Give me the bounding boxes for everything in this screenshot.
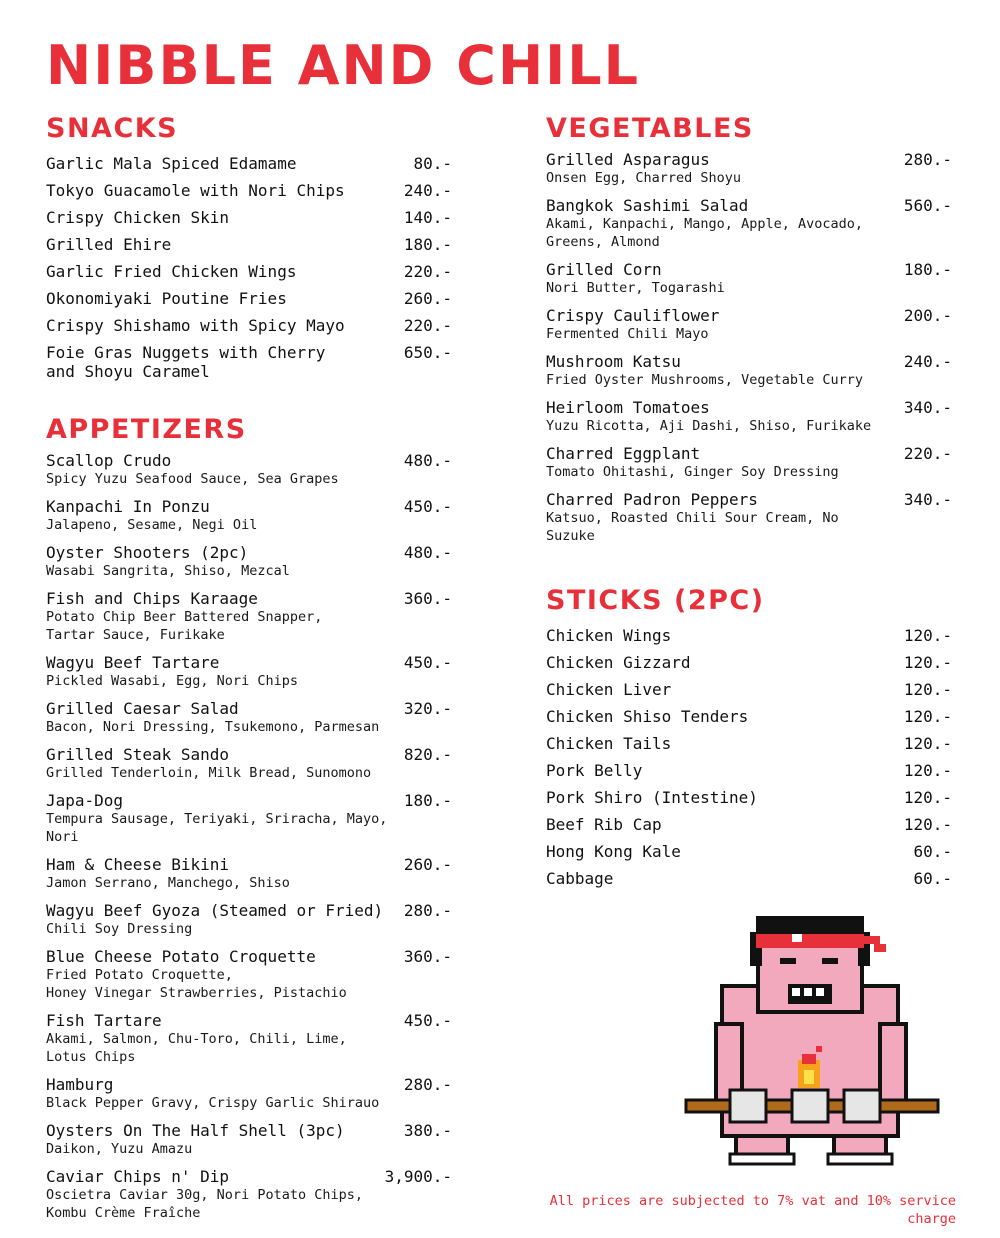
item-price: 200.- xyxy=(903,306,952,325)
item-name: Chicken Tails xyxy=(546,734,672,753)
item-name: Grilled Corn xyxy=(546,260,662,279)
menu-item xyxy=(46,855,456,892)
item-name: Charred Eggplant xyxy=(546,444,701,463)
item-price: 60.- xyxy=(913,842,952,861)
item-price: 450.- xyxy=(403,1011,452,1030)
item-name: Hamburg xyxy=(46,1075,114,1094)
menu-item xyxy=(546,649,956,676)
item-description: Tempura Sausage, Teriyaki, Sriracha, Mayo, Nori xyxy=(46,811,388,845)
item-name: Garlic Mala Spiced Edamame xyxy=(46,154,297,173)
menu-item xyxy=(546,398,956,435)
item-name: Grilled Ehire xyxy=(46,235,172,254)
item-name: Grilled Caesar Salad xyxy=(46,699,239,718)
item-name: Chicken Gizzard xyxy=(546,653,691,672)
item-price: 360.- xyxy=(403,947,452,966)
menu-item xyxy=(546,757,956,784)
menu-item xyxy=(46,543,456,580)
menu-item xyxy=(46,791,456,846)
snacks-section xyxy=(46,112,456,381)
menu-item xyxy=(46,1121,456,1158)
item-price: 260.- xyxy=(403,855,452,874)
section-title-appetizers: APPETIZERS xyxy=(46,414,247,445)
menu-item xyxy=(46,1011,456,1066)
item-name: Fish and Chips Karaage xyxy=(46,589,258,608)
item-name: Hong Kong Kale xyxy=(546,842,681,861)
menu-item xyxy=(46,901,456,938)
item-description: Fried Potato Croquette, xyxy=(46,967,233,983)
menu-item xyxy=(46,285,456,312)
item-name: Tokyo Guacamole with Nori Chips xyxy=(46,181,345,200)
item-name: Bangkok Sashimi Salad xyxy=(546,196,749,215)
menu-item xyxy=(46,1075,456,1112)
footer-note: All prices are subjected to 7% vat and 10% service charge xyxy=(549,1193,956,1227)
item-name: Wagyu Beef Tartare xyxy=(46,653,220,672)
item-description: Jamon Serrano, Manchego, Shiso xyxy=(46,875,290,891)
section-title-sticks: STICKS (2PC) xyxy=(546,585,765,616)
item-name: Grilled Asparagus xyxy=(546,150,710,169)
item-price: 340.- xyxy=(903,398,952,417)
item-price: 280.- xyxy=(903,150,952,169)
item-description: Chili Soy Dressing xyxy=(46,921,193,937)
menu-item xyxy=(46,589,456,644)
item-description: Akami, Salmon, Chu-Toro, Chili, Lime, Lotus Chips xyxy=(46,1031,347,1065)
menu-item xyxy=(546,784,956,811)
item-name: Charred Padron Peppers xyxy=(546,490,758,509)
item-description: Black Pepper Gravy, Crispy Garlic Shirauo xyxy=(46,1095,380,1111)
item-name: Chicken Wings xyxy=(546,626,672,645)
item-description: Fried Oyster Mushrooms, Vegetable Curry xyxy=(546,372,863,388)
item-description-line2: Tartar Sauce, Furikake xyxy=(46,627,225,643)
item-price: 820.- xyxy=(403,745,452,764)
item-price: 140.- xyxy=(403,208,452,227)
menu-item xyxy=(546,352,956,389)
item-price: 240.- xyxy=(403,181,452,200)
menu-item xyxy=(546,260,956,297)
item-name: Oysters On The Half Shell (3pc) xyxy=(46,1121,345,1140)
pixel-sumo-grill-icon xyxy=(684,914,940,1170)
item-description: Nori Butter, Togarashi xyxy=(546,280,725,296)
item-description: Potato Chip Beer Battered Snapper, xyxy=(46,609,323,625)
item-name: Crispy Chicken Skin xyxy=(46,208,230,227)
item-description: Katsuo, Roasted Chili Sour Cream, No Suzuke xyxy=(546,510,839,544)
menu-item xyxy=(546,306,956,343)
item-description: Wasabi Sangrita, Shiso, Mezcal xyxy=(46,563,290,579)
item-price: 560.- xyxy=(903,196,952,215)
item-price: 180.- xyxy=(403,791,452,810)
item-name: Kanpachi In Ponzu xyxy=(46,497,210,516)
item-price: 380.- xyxy=(403,1121,452,1140)
item-name: Scallop Crudo xyxy=(46,451,172,470)
menu-item xyxy=(46,204,456,231)
item-name: Mushroom Katsu xyxy=(546,352,681,371)
item-price: 450.- xyxy=(403,497,452,516)
item-price: 280.- xyxy=(403,901,452,920)
item-name: Caviar Chips n' Dip xyxy=(46,1167,230,1186)
item-name: Okonomiyaki Poutine Fries xyxy=(46,289,287,308)
section-title-snacks: SNACKS xyxy=(46,113,179,144)
item-price: 240.- xyxy=(903,352,952,371)
section-gap xyxy=(546,554,956,584)
item-price: 280.- xyxy=(403,1075,452,1094)
item-name: Garlic Fried Chicken Wings xyxy=(46,262,297,281)
item-name: Beef Rib Cap xyxy=(546,815,662,834)
menu-item xyxy=(546,444,956,481)
menu-item xyxy=(46,258,456,285)
menu-item xyxy=(46,653,456,690)
menu-item xyxy=(46,451,456,488)
section-gap xyxy=(46,381,456,413)
item-price: 3,900.- xyxy=(384,1167,452,1186)
menu-item xyxy=(546,676,956,703)
item-description: Tomato Ohitashi, Ginger Soy Dressing xyxy=(546,464,839,480)
item-price: 120.- xyxy=(903,707,952,726)
item-name: Pork Belly xyxy=(546,761,643,780)
item-price: 450.- xyxy=(403,653,452,672)
item-description: Grilled Tenderloin, Milk Bread, Sunomono xyxy=(46,765,372,781)
item-price: 80.- xyxy=(413,154,452,173)
item-price: 650.- xyxy=(403,343,452,362)
menu-item xyxy=(46,231,456,258)
menu-item xyxy=(46,699,456,736)
item-name: Foie Gras Nuggets with Cherry xyxy=(46,343,326,362)
item-price: 120.- xyxy=(903,653,952,672)
item-description: Bacon, Nori Dressing, Tsukemono, Parmesan xyxy=(46,719,380,735)
menu-item xyxy=(546,730,956,757)
item-price: 260.- xyxy=(403,289,452,308)
item-name: Cabbage xyxy=(546,869,614,888)
menu-item xyxy=(46,150,456,177)
menu-item xyxy=(546,703,956,730)
menu-item xyxy=(546,490,956,545)
item-name: Blue Cheese Potato Croquette xyxy=(46,947,316,966)
item-name: Crispy Shishamo with Spicy Mayo xyxy=(46,316,345,335)
item-price: 480.- xyxy=(403,543,452,562)
item-price: 120.- xyxy=(903,626,952,645)
sticks-section xyxy=(546,584,956,892)
item-price: 60.- xyxy=(913,869,952,888)
section-title-vegetables: VEGETABLES xyxy=(546,113,754,144)
item-description: Oscietra Caviar 30g, Nori Potato Chips, xyxy=(46,1187,363,1203)
item-name: Oyster Shooters (2pc) xyxy=(46,543,249,562)
item-name: Fish Tartare xyxy=(46,1011,162,1030)
menu-item xyxy=(46,312,456,339)
item-price: 220.- xyxy=(403,262,452,281)
item-description: Onsen Egg, Charred Shoyu xyxy=(546,170,742,186)
item-description: Akami, Kanpachi, Mango, Apple, Avocado, xyxy=(546,216,863,232)
item-name: Chicken Liver xyxy=(546,680,672,699)
item-description-line2: Honey Vinegar Strawberries, Pistachio xyxy=(46,985,347,1001)
item-description-line2: Kombu Crème Fraîche xyxy=(46,1205,201,1221)
item-price: 120.- xyxy=(903,788,952,807)
item-name: Japa-Dog xyxy=(46,791,124,810)
item-price: 340.- xyxy=(903,490,952,509)
menu-item xyxy=(46,947,456,1002)
menu-item xyxy=(46,177,456,204)
item-description: Pickled Wasabi, Egg, Nori Chips xyxy=(46,673,298,689)
item-price: 320.- xyxy=(403,699,452,718)
menu-item xyxy=(46,745,456,782)
menu-item xyxy=(546,622,956,649)
left-column xyxy=(46,112,456,1231)
item-name: Pork Shiro (Intestine) xyxy=(546,788,758,807)
item-description: Daikon, Yuzu Amazu xyxy=(46,1141,193,1157)
item-description-line2: Greens, Almond xyxy=(546,234,660,250)
item-name: Heirloom Tomatoes xyxy=(546,398,710,417)
appetizers-section xyxy=(46,413,456,1222)
menu-title: NIBBLE AND CHILL xyxy=(46,34,641,97)
item-price: 180.- xyxy=(903,260,952,279)
menu-item xyxy=(46,497,456,534)
menu-item xyxy=(546,865,956,892)
menu-item xyxy=(546,838,956,865)
item-price: 120.- xyxy=(903,680,952,699)
item-name-line2: and Shoyu Caramel xyxy=(46,362,210,381)
item-price: 120.- xyxy=(903,815,952,834)
item-price: 220.- xyxy=(903,444,952,463)
item-name: Chicken Shiso Tenders xyxy=(546,707,749,726)
item-price: 480.- xyxy=(403,451,452,470)
item-name: Grilled Steak Sando xyxy=(46,745,230,764)
menu-item xyxy=(46,339,456,381)
item-name: Crispy Cauliflower xyxy=(546,306,720,325)
menu-item xyxy=(46,1167,456,1222)
vegetables-section xyxy=(546,112,956,545)
item-name: Wagyu Beef Gyoza (Steamed or Fried) xyxy=(46,901,384,920)
item-price: 120.- xyxy=(903,761,952,780)
item-price: 360.- xyxy=(403,589,452,608)
menu-item xyxy=(546,150,956,187)
item-price: 220.- xyxy=(403,316,452,335)
item-description: Spicy Yuzu Seafood Sauce, Sea Grapes xyxy=(46,471,339,487)
item-name: Ham & Cheese Bikini xyxy=(46,855,230,874)
right-column xyxy=(546,112,956,892)
item-description: Yuzu Ricotta, Aji Dashi, Shiso, Furikake xyxy=(546,418,872,434)
item-description: Jalapeno, Sesame, Negi Oil xyxy=(46,517,258,533)
menu-item xyxy=(546,196,956,251)
item-price: 180.- xyxy=(403,235,452,254)
item-description: Fermented Chili Mayo xyxy=(546,326,709,342)
menu-item xyxy=(546,811,956,838)
item-price: 120.- xyxy=(903,734,952,753)
